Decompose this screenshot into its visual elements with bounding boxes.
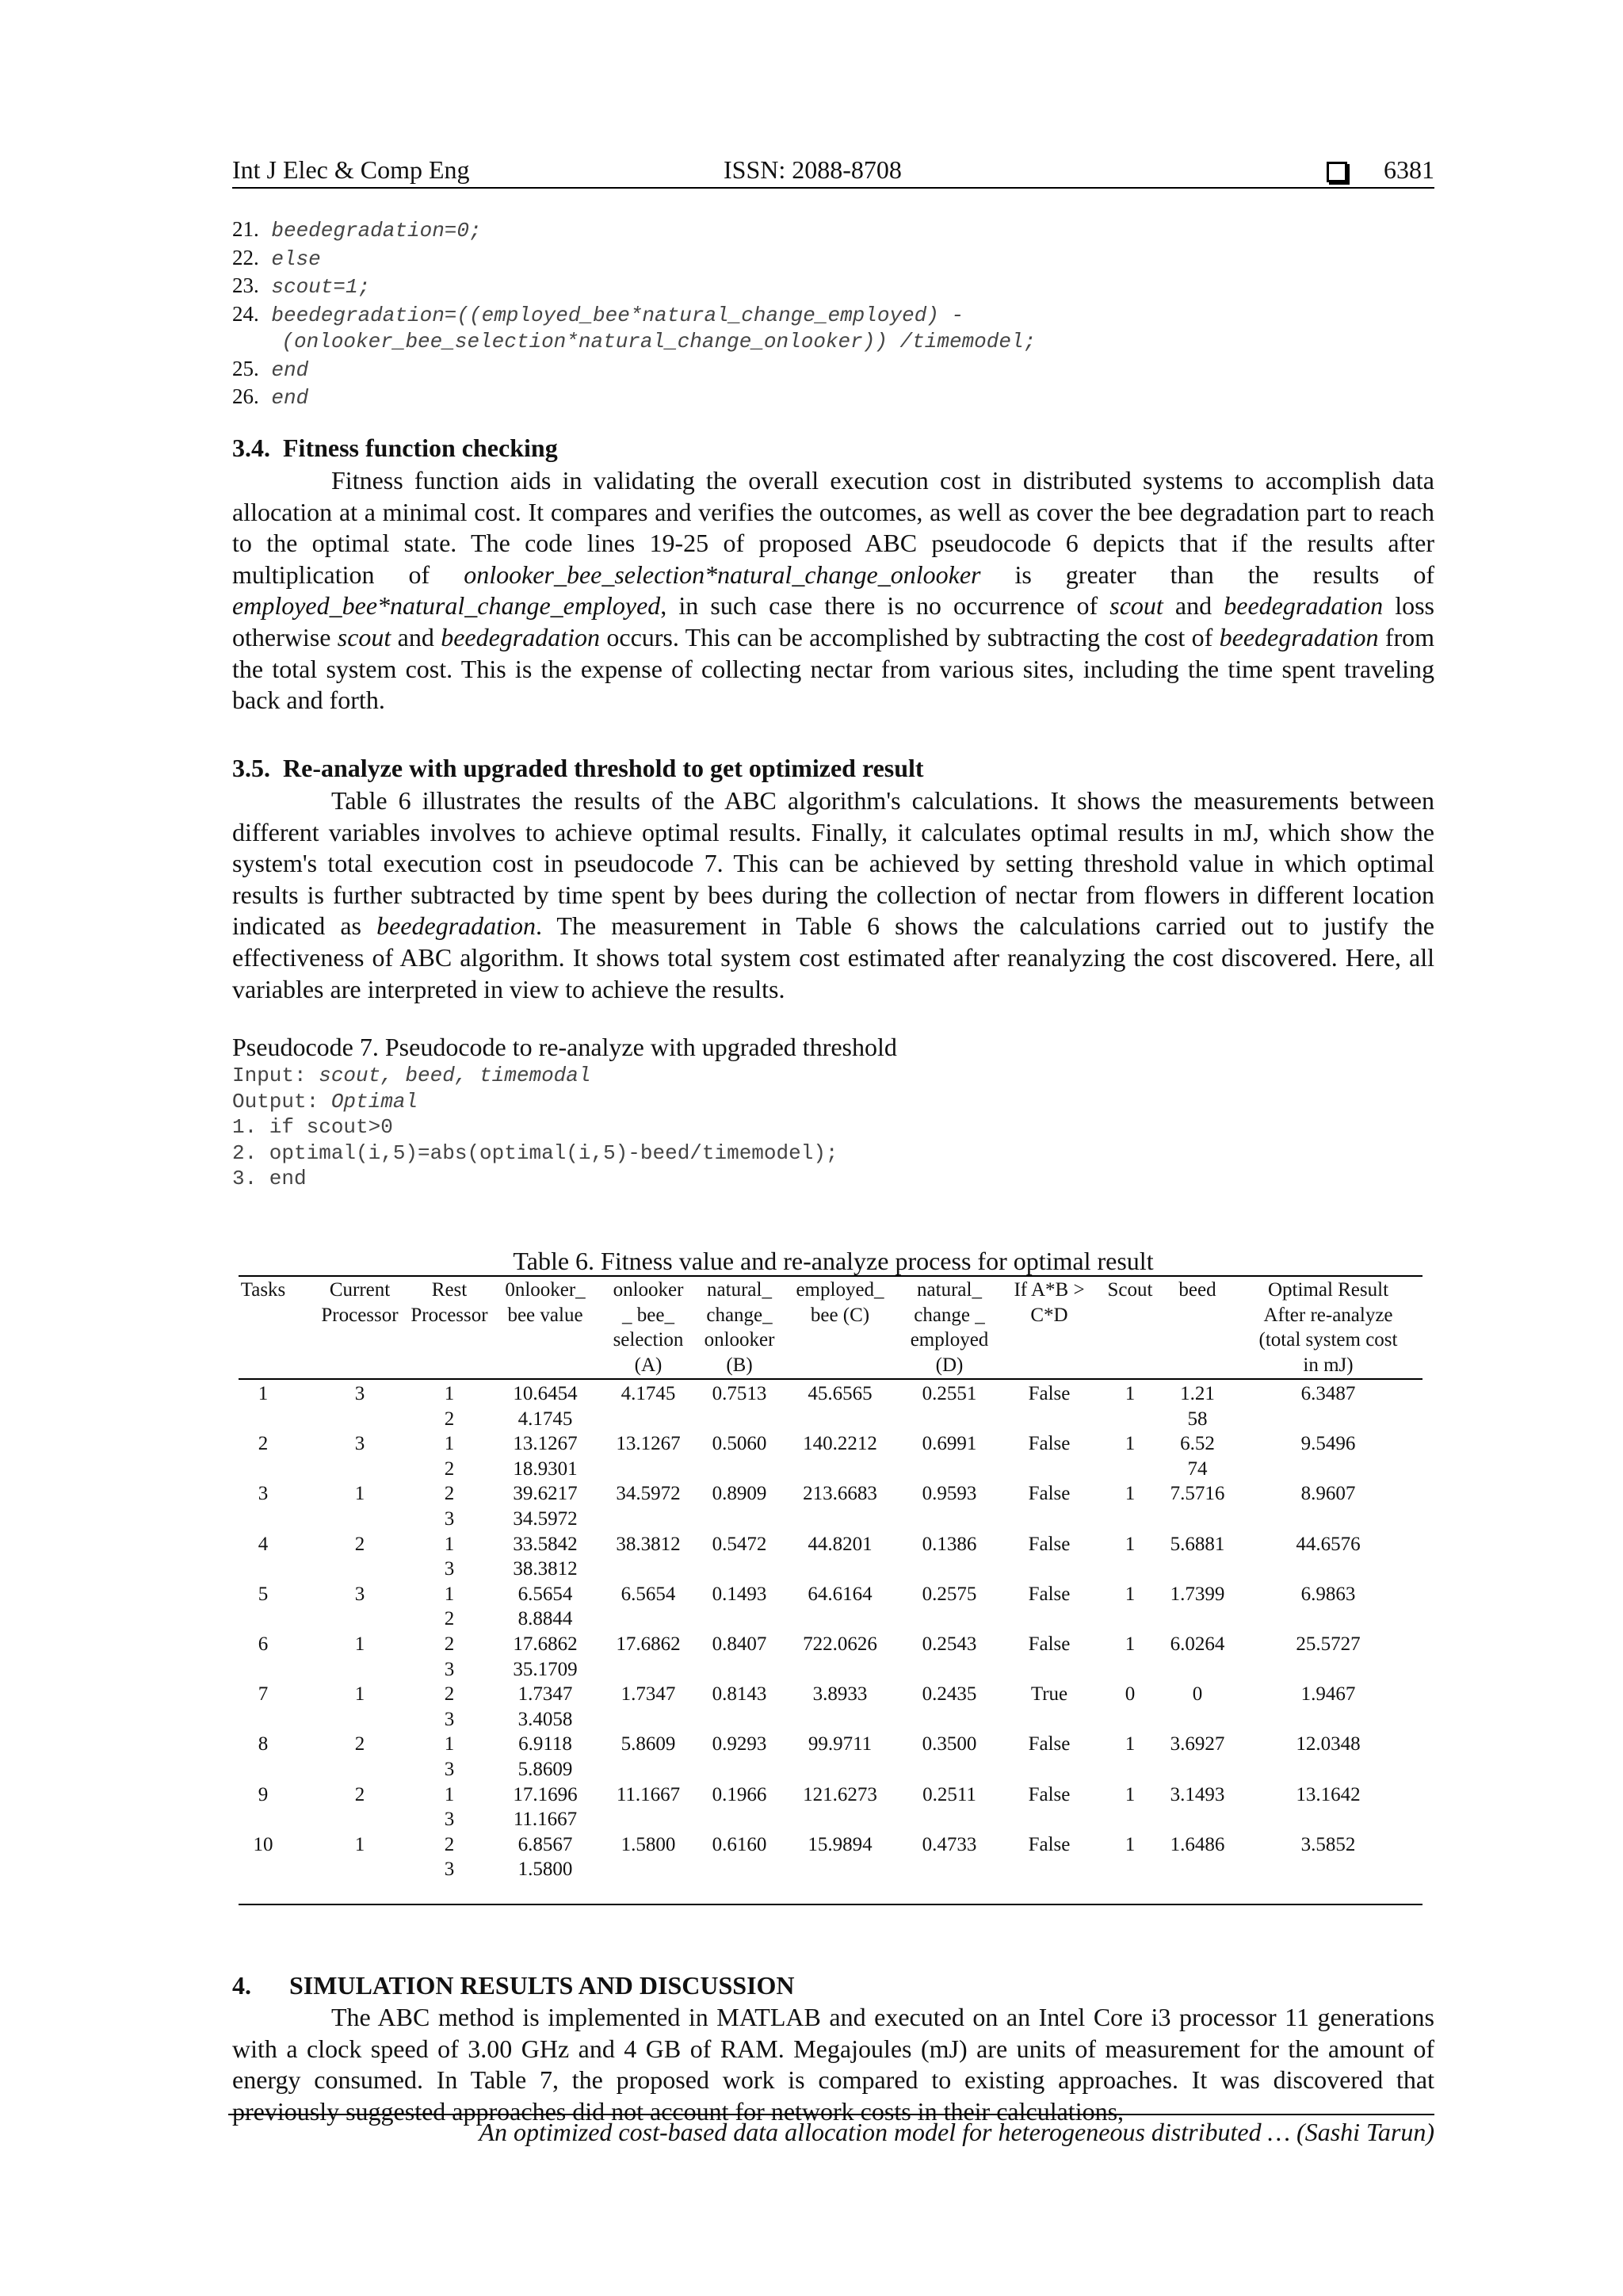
cell-natural-change-employed: 0.1386 (922, 1533, 977, 1555)
cell-onlooker-bee-value: 1.5800 (517, 1859, 573, 1881)
cell-task: 6 (258, 1633, 269, 1655)
cell-task: 3 (258, 1483, 269, 1505)
code-line: (onlooker_bee_selection*natural_change_onlooker)) /timemodel; (281, 330, 1037, 353)
header-optimal-result: Optimal Result After re-analyze (total system cost in mJ) (1258, 1279, 1398, 1376)
header-employed-bee: employed_ bee (C) (796, 1279, 884, 1326)
cell-task: 5 (258, 1583, 269, 1605)
cell-natural-change-onlooker: 0.7513 (712, 1383, 767, 1404)
code-line: 21. beedegradation=0; (232, 217, 482, 243)
section-3-5-title: 3.5. Re-analyze with upgraded threshold to get optimized result (232, 754, 924, 782)
section-4-title: 4. SIMULATION RESULTS AND DISCUSSION (232, 1971, 795, 2000)
cell-current-processor: 1 (354, 1833, 365, 1855)
cell-onlooker-bee-selection: 13.1267 (616, 1433, 681, 1455)
section-3-5-paragraph: Table 6 illustrates the results of the ABC algorithm's calculations. It shows the measurements between different variables involves to achieve optimal results. Finally, it calculates optimal results in mJ, which show the system's total execution cost in pseudocode 7. This can be achieved by setting threshold value in which optimal results is further subtracted by time spent by bees during the collection of nectar from flowers in different location indicated as beedegradation. The measurement in Table 6 shows the calculations carried out to justify the effectiveness of ABC algorithm. It shows total system cost estimated after reanalyzing the cost discovered. Here, all variables are interpreted in view to achieve the results. (232, 786, 1435, 1003)
cell-rest-processor: 2 (444, 1683, 455, 1706)
cell-beed: 6.52 74 (1180, 1433, 1215, 1480)
cell-rest-processor: 1 (444, 1733, 455, 1755)
cell-natural-change-onlooker: 0.8407 (712, 1633, 767, 1655)
cell-scout: 1 (1125, 1533, 1136, 1555)
cell-optimal-result: 6.3487 (1300, 1383, 1356, 1404)
cell-natural-change-employed: 0.2551 (922, 1383, 977, 1404)
cell-task: 7 (258, 1683, 269, 1706)
cell-current-processor: 2 (354, 1733, 365, 1755)
cell-onlooker-bee-value: 18.9301 (513, 1457, 578, 1480)
cell-condition: False (1028, 1483, 1071, 1505)
section-3-4-paragraph: Fitness function aids in validating the overall execution cost in distributed systems to accomplish data allocation at a minimal cost. It compares and verifies the outcomes, as well as cover the bee degradation part to reach to the optimal state. The code lines 19-25 of proposed ABC pseudocode 6 depicts that if the results after multiplication of onlooker_bee_selection*natural_change_onlooker is greater than the results of employed_bee*natural_change_employed, in such case there is no occurrence of scout and beedegradation loss otherwise scout and beedegradation occurs. This can be accomplished by subtracting the cost of beedegradation from the total system cost. This is the expense of collecting nectar from various sites, including the time spent traveling back and forth. (232, 466, 1435, 715)
table-header-rule (239, 1378, 1423, 1380)
cell-condition: False (1028, 1783, 1071, 1805)
cell-optimal-result: 8.9607 (1300, 1483, 1356, 1505)
cell-onlooker-bee-value: 4.1745 (517, 1408, 573, 1430)
pseudocode-output: Output: Optimal (232, 1089, 418, 1114)
cell-employed-bee: 45.6565 (808, 1383, 873, 1404)
cell-natural-change-employed: 0.2543 (922, 1633, 977, 1655)
header-beed: beed (1178, 1279, 1216, 1301)
cell-beed: 3.1493 (1170, 1783, 1225, 1805)
cell-optimal-result: 25.5727 (1296, 1633, 1361, 1655)
page-number: 6381 (1384, 155, 1434, 184)
cell-task: 9 (258, 1783, 269, 1805)
cell-beed: 0 (1192, 1683, 1203, 1706)
cell-current-processor: 1 (354, 1633, 365, 1655)
cell-current-processor: 3 (354, 1583, 365, 1605)
header-current-processor: Current Processor (321, 1279, 399, 1326)
section-3-4-title: 3.4. Fitness function checking (232, 434, 558, 462)
cell-natural-change-onlooker: 0.8143 (712, 1683, 767, 1706)
table-top-rule (239, 1275, 1423, 1277)
cell-condition: False (1028, 1833, 1071, 1855)
pseudocode-line: 3. end (232, 1167, 307, 1190)
square-icon (1327, 162, 1347, 182)
pseudocode-7-caption: Pseudocode 7. Pseudocode to re-analyze with upgraded threshold (232, 1033, 897, 1061)
cell-scout: 1 (1125, 1383, 1136, 1404)
cell-onlooker-bee-value: 17.6862 (513, 1633, 578, 1655)
cell-beed: 1.6486 (1170, 1833, 1225, 1855)
cell-task: 4 (258, 1533, 269, 1555)
pseudocode-line: 1. if scout>0 (232, 1115, 393, 1139)
cell-rest-processor: 2 (444, 1833, 455, 1855)
cell-rest-processor: 1 (444, 1583, 455, 1605)
pseudocode-7-code (232, 1063, 838, 1192)
cell-optimal-result: 9.5496 (1300, 1433, 1356, 1455)
header-tasks: Tasks (240, 1279, 286, 1301)
cell-onlooker-bee-selection: 1.5800 (621, 1833, 676, 1855)
cell-rest-processor: 1 (444, 1533, 455, 1555)
cell-task: 8 (258, 1733, 269, 1755)
cell-natural-change-onlooker: 0.1493 (712, 1583, 767, 1605)
header-onlooker-bee-selection: onlooker _ bee_ selection (A) (613, 1279, 684, 1376)
header-onlooker-bee-value: 0nlooker_ bee value (505, 1279, 586, 1326)
cell-beed: 5.6881 (1170, 1533, 1225, 1555)
cell-natural-change-onlooker: 0.5472 (712, 1533, 767, 1555)
cell-optimal-result: 12.0348 (1296, 1733, 1361, 1755)
cell-natural-change-onlooker: 0.5060 (712, 1433, 767, 1455)
cell-natural-change-employed: 0.2511 (922, 1783, 976, 1805)
cell-scout: 1 (1125, 1833, 1136, 1855)
cell-optimal-result: 6.9863 (1300, 1583, 1356, 1605)
cell-beed: 1.21 58 (1180, 1383, 1215, 1430)
running-footer: An optimized cost-based data allocation model for heterogeneous distributed … (Sashi Tarun) (479, 2118, 1434, 2146)
cell-onlooker-bee-selection: 5.8609 (621, 1733, 676, 1755)
cell-employed-bee: 3.8933 (812, 1683, 868, 1706)
cell-onlooker-bee-value: 35.1709 (513, 1658, 578, 1680)
cell-onlooker-bee-value: 13.1267 (513, 1433, 578, 1455)
cell-rest-processor: 2 (444, 1408, 455, 1430)
cell-employed-bee: 64.6164 (808, 1583, 873, 1605)
cell-rest-processor: 2 (444, 1633, 455, 1655)
section-4-paragraph: The ABC method is implemented in MATLAB and executed on an Intel Core i3 processor 11 generations with a clock speed of 3.00 GHz and 4 GB of RAM. Megajoules (mJ) are units of measurement for the amount of energy consumed. In Table 7, the proposed work is compared to existing approaches. It was discovered that previously suggested approaches did not account for network costs in their calculations, (232, 2003, 1434, 2126)
cell-rest-processor: 3 (444, 1859, 455, 1881)
code-line: 23. scout=1; (232, 273, 371, 299)
cell-task: 2 (258, 1433, 269, 1455)
header-condition: If A*B > C*D (1014, 1279, 1085, 1326)
journal-name: Int J Elec & Comp Eng (232, 155, 470, 184)
cell-rest-processor: 2 (444, 1457, 455, 1480)
cell-scout: 1 (1125, 1783, 1136, 1805)
code-line: 24. beedegradation=((employed_bee*natural_change_employed) - (232, 301, 964, 327)
cell-scout: 1 (1125, 1483, 1136, 1505)
cell-optimal-result: 44.6576 (1296, 1533, 1361, 1555)
cell-rest-processor: 1 (444, 1383, 455, 1404)
cell-onlooker-bee-selection: 4.1745 (621, 1383, 676, 1404)
cell-natural-change-employed: 0.6991 (922, 1433, 977, 1455)
cell-scout: 0 (1125, 1683, 1136, 1706)
cell-rest-processor: 3 (444, 1507, 455, 1530)
cell-natural-change-onlooker: 0.6160 (712, 1833, 767, 1855)
cell-scout: 1 (1125, 1583, 1136, 1605)
cell-natural-change-employed: 0.9593 (922, 1483, 977, 1505)
cell-onlooker-bee-value: 39.6217 (513, 1483, 578, 1505)
cell-condition: False (1028, 1633, 1071, 1655)
cell-scout: 1 (1125, 1633, 1136, 1655)
table-6 (239, 1278, 1423, 1881)
cell-natural-change-onlooker: 0.8909 (712, 1483, 767, 1505)
cell-condition: False (1028, 1733, 1071, 1755)
cell-onlooker-bee-value: 38.3812 (513, 1558, 578, 1580)
code-line: 22. else (232, 245, 321, 271)
cell-onlooker-bee-value: 6.9118 (518, 1733, 572, 1755)
cell-beed: 7.5716 (1170, 1483, 1225, 1505)
cell-rest-processor: 3 (444, 1758, 455, 1780)
cell-condition: True (1030, 1683, 1068, 1706)
pseudocode-line: 2. optimal(i,5)=abs(optimal(i,5)-beed/timemodel); (232, 1140, 838, 1165)
cell-optimal-result: 1.9467 (1300, 1683, 1356, 1706)
cell-optimal-result: 3.5852 (1300, 1833, 1356, 1855)
cell-onlooker-bee-value: 17.1696 (513, 1783, 578, 1805)
cell-onlooker-bee-selection: 6.5654 (621, 1583, 676, 1605)
table-bottom-rule (239, 1904, 1423, 1905)
cell-condition: False (1028, 1433, 1071, 1455)
code-line: 26. end (232, 384, 309, 410)
cell-onlooker-bee-selection: 17.6862 (616, 1633, 681, 1655)
cell-onlooker-bee-selection: 34.5972 (616, 1483, 681, 1505)
pseudocode-input: Input: scout, beed, timemodal (232, 1064, 591, 1087)
cell-employed-bee: 140.2212 (803, 1433, 877, 1455)
cell-rest-processor: 3 (444, 1708, 455, 1730)
cell-beed: 6.0264 (1170, 1633, 1225, 1655)
cell-onlooker-bee-value: 5.8609 (517, 1758, 573, 1780)
cell-current-processor: 2 (354, 1533, 365, 1555)
cell-employed-bee: 722.0626 (803, 1633, 877, 1655)
cell-employed-bee: 99.9711 (808, 1733, 873, 1755)
cell-task: 10 (253, 1833, 273, 1855)
cell-beed: 3.6927 (1170, 1733, 1225, 1755)
cell-rest-processor: 2 (444, 1608, 455, 1630)
cell-onlooker-bee-value: 34.5972 (513, 1507, 578, 1530)
cell-onlooker-bee-value: 33.5842 (513, 1533, 578, 1555)
cell-employed-bee: 15.9894 (808, 1833, 873, 1855)
cell-condition: False (1028, 1383, 1071, 1404)
cell-natural-change-employed: 0.4733 (922, 1833, 977, 1855)
cell-employed-bee: 44.8201 (808, 1533, 873, 1555)
header-natural-change-onlooker: natural_ change_ onlooker (B) (704, 1279, 775, 1376)
cell-current-processor: 1 (354, 1683, 365, 1706)
cell-natural-change-employed: 0.3500 (922, 1733, 977, 1755)
cell-scout: 1 (1125, 1733, 1136, 1755)
cell-onlooker-bee-selection: 11.1667 (616, 1783, 681, 1805)
cell-natural-change-onlooker: 0.1966 (712, 1783, 767, 1805)
cell-onlooker-bee-value: 6.5654 (517, 1583, 573, 1605)
cell-current-processor: 3 (354, 1433, 365, 1455)
cell-rest-processor: 3 (444, 1558, 455, 1580)
header-natural-change-employed: natural_ change _ employed (D) (910, 1279, 989, 1376)
cell-employed-bee: 121.6273 (803, 1783, 877, 1805)
cell-onlooker-bee-value: 3.4058 (517, 1708, 573, 1730)
header-scout: Scout (1107, 1279, 1153, 1301)
cell-onlooker-bee-value: 8.8844 (517, 1608, 573, 1630)
footer-rule (228, 2114, 1434, 2115)
cell-onlooker-bee-selection: 1.7347 (621, 1683, 676, 1706)
cell-employed-bee: 213.6683 (803, 1483, 877, 1505)
cell-condition: False (1028, 1583, 1071, 1605)
cell-scout: 1 (1125, 1433, 1136, 1455)
table-6-caption: Table 6. Fitness value and re-analyze process for optimal result (513, 1247, 1154, 1275)
cell-current-processor: 1 (354, 1483, 365, 1505)
cell-task: 1 (258, 1383, 269, 1404)
cell-beed: 1.7399 (1170, 1583, 1225, 1605)
cell-natural-change-onlooker: 0.9293 (712, 1733, 767, 1755)
cell-optimal-result: 13.1642 (1296, 1783, 1361, 1805)
cell-condition: False (1028, 1533, 1071, 1555)
cell-natural-change-employed: 0.2575 (922, 1583, 977, 1605)
cell-rest-processor: 1 (444, 1433, 455, 1455)
running-header (232, 155, 1434, 189)
cell-onlooker-bee-value: 1.7347 (517, 1683, 573, 1706)
cell-onlooker-bee-value: 6.8567 (517, 1833, 573, 1855)
cell-rest-processor: 3 (444, 1658, 455, 1680)
code-line: 25. end (232, 356, 309, 382)
cell-onlooker-bee-selection: 38.3812 (616, 1533, 681, 1555)
code-block-continuation (232, 216, 1036, 412)
cell-rest-processor: 1 (444, 1783, 455, 1805)
cell-onlooker-bee-value: 10.6454 (513, 1383, 578, 1404)
cell-onlooker-bee-value: 11.1667 (513, 1809, 578, 1831)
cell-rest-processor: 3 (444, 1809, 455, 1831)
cell-current-processor: 3 (354, 1383, 365, 1404)
issn: ISSN: 2088-8708 (724, 155, 902, 184)
cell-natural-change-employed: 0.2435 (922, 1683, 977, 1706)
cell-rest-processor: 2 (444, 1483, 455, 1505)
header-rest-processor: Rest Processor (411, 1279, 488, 1326)
cell-current-processor: 2 (354, 1783, 365, 1805)
